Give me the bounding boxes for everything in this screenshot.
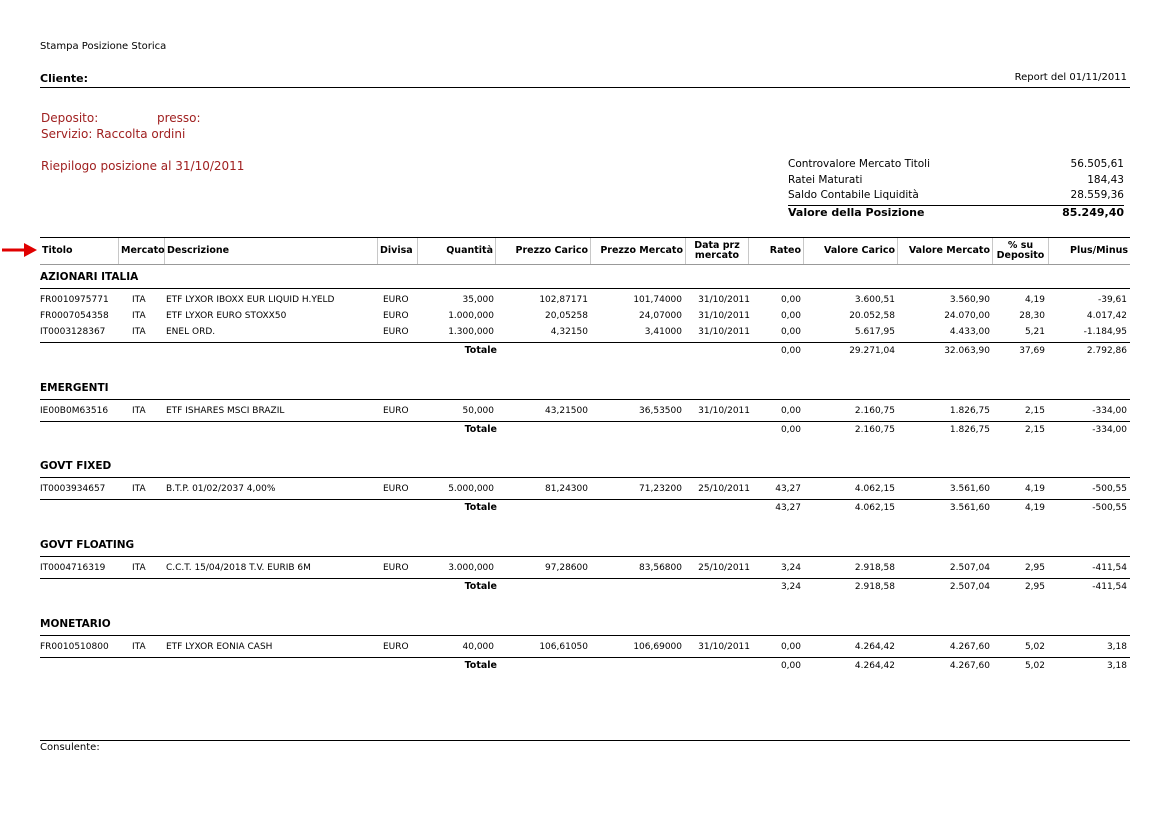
cell-divisa: EURO (383, 406, 409, 416)
total-perc: 2,95 (1024, 582, 1045, 592)
cell-quantita: 5.000,000 (448, 484, 494, 494)
cell-valore-mercato: 3.561,60 (949, 484, 990, 494)
cell-perc: 4,19 (1024, 484, 1045, 494)
cell-valore-mercato: 24.070,00 (944, 311, 990, 321)
cell-perc: 5,21 (1024, 327, 1045, 337)
cell-divisa: EURO (383, 295, 409, 305)
cell-perc: 2,15 (1024, 406, 1045, 416)
presso-label: presso: (157, 111, 201, 125)
section-title: AZIONARI ITALIA (40, 271, 139, 283)
total-divider (40, 578, 1130, 579)
cell-descrizione: ETF LYXOR IBOXX EUR LIQUID H.YELD (166, 295, 335, 305)
cell-valore-carico: 3.600,51 (854, 295, 895, 305)
cell-prezzo-carico: 106,61050 (539, 642, 588, 652)
cell-descrizione: ENEL ORD. (166, 327, 216, 337)
cell-rateo: 0,00 (780, 295, 801, 305)
cell-rateo: 3,24 (780, 563, 801, 573)
total-label: Totale (464, 581, 497, 592)
cell-prezzo-mercato: 101,74000 (633, 295, 682, 305)
cell-data: 31/10/2011 (698, 295, 750, 305)
total-divider (40, 342, 1130, 343)
total-plus: 3,18 (1106, 661, 1127, 671)
total-divider (40, 657, 1130, 658)
cell-prezzo-mercato: 83,56800 (639, 563, 682, 573)
summary-value: 56.505,61 (1070, 158, 1124, 170)
cell-quantita: 40,000 (462, 642, 494, 652)
cell-descrizione: C.C.T. 15/04/2018 T.V. EURIB 6M (166, 563, 311, 573)
total-valore-carico: 4.264,42 (854, 661, 895, 671)
cell-perc: 5,02 (1024, 642, 1045, 652)
total-label: Totale (464, 502, 497, 513)
cell-rateo: 0,00 (780, 642, 801, 652)
cell-perc: 2,95 (1024, 563, 1045, 573)
cell-plus: 4.017,42 (1086, 311, 1127, 321)
cell-mercato: ITA (132, 295, 146, 305)
red-arrow-icon (2, 242, 38, 258)
total-valore-mercato: 2.507,04 (949, 582, 990, 592)
cell-titolo: FR0007054358 (40, 311, 109, 321)
cell-titolo: IE00B0M63516 (40, 406, 109, 416)
summary-row (788, 189, 1124, 205)
summary-label: Saldo Contabile Liquidità (788, 189, 919, 201)
cell-perc: 28,30 (1019, 311, 1045, 321)
cell-mercato: ITA (132, 311, 146, 321)
summary-row (788, 158, 1124, 174)
col-rateo: Rateo (749, 238, 804, 264)
cell-rateo: 0,00 (780, 311, 801, 321)
summary-row (788, 174, 1124, 190)
cell-quantita: 1.300,000 (448, 327, 494, 337)
cell-titolo: IT0003128367 (40, 327, 106, 337)
cell-prezzo-mercato: 24,07000 (639, 311, 682, 321)
cell-data: 25/10/2011 (698, 563, 750, 573)
cell-titolo: IT0004716319 (40, 563, 106, 573)
cliente-label: Cliente: (40, 72, 89, 85)
cell-descrizione: ETF LYXOR EONIA CASH (166, 642, 273, 652)
cell-prezzo-mercato: 71,23200 (639, 484, 682, 494)
cell-data: 31/10/2011 (698, 406, 750, 416)
riepilogo-heading: Riepilogo posizione al 31/10/2011 (41, 159, 245, 173)
cell-descrizione: ETF LYXOR EURO STOXX50 (166, 311, 287, 321)
cell-valore-carico: 2.160,75 (854, 406, 895, 416)
cell-mercato: ITA (132, 563, 146, 573)
cell-mercato: ITA (132, 642, 146, 652)
total-valore-carico: 4.062,15 (854, 503, 895, 513)
deposito-label: Deposito: (41, 111, 99, 125)
cell-mercato: ITA (132, 406, 146, 416)
summary-total-label: Valore della Posizione (788, 205, 925, 219)
cell-divisa: EURO (383, 484, 409, 494)
total-perc: 4,19 (1024, 503, 1045, 513)
total-valore-mercato: 32.063,90 (944, 346, 990, 356)
table-header (40, 237, 1130, 265)
col-prezzo-mercato: Prezzo Mercato (591, 238, 686, 264)
cell-data: 25/10/2011 (698, 484, 750, 494)
total-valore-mercato: 3.561,60 (949, 503, 990, 513)
col-valore-carico: Valore Carico (804, 238, 898, 264)
cell-data: 31/10/2011 (698, 642, 750, 652)
total-rateo: 0,00 (780, 346, 801, 356)
total-perc: 37,69 (1019, 346, 1045, 356)
position-summary (788, 158, 1124, 223)
cell-prezzo-carico: 43,21500 (545, 406, 588, 416)
section-title: GOVT FIXED (40, 460, 112, 472)
cell-mercato: ITA (132, 484, 146, 494)
col-plus-minus: Plus/Minus (1070, 245, 1128, 257)
cell-plus: 3,18 (1106, 642, 1127, 652)
section-title: MONETARIO (40, 618, 111, 630)
total-rateo: 0,00 (780, 425, 801, 435)
cell-prezzo-carico: 4,32150 (550, 327, 588, 337)
cell-titolo: IT0003934657 (40, 484, 106, 494)
cell-prezzo-mercato: 106,69000 (633, 642, 682, 652)
cell-rateo: 43,27 (775, 484, 801, 494)
summary-label: Ratei Maturati (788, 173, 863, 186)
total-valore-mercato: 4.267,60 (949, 661, 990, 671)
cell-valore-carico: 20.052,58 (849, 311, 895, 321)
cliente-row (40, 71, 1130, 88)
summary-value: 184,43 (1087, 173, 1124, 186)
total-plus: -334,00 (1092, 425, 1127, 435)
total-rateo: 3,24 (780, 582, 801, 592)
cell-divisa: EURO (383, 563, 409, 573)
total-plus: -500,55 (1092, 503, 1127, 513)
cell-divisa: EURO (383, 642, 409, 652)
cell-valore-mercato: 1.826,75 (949, 406, 990, 416)
total-divider (40, 421, 1130, 422)
cell-descrizione: ETF ISHARES MSCI BRAZIL (166, 406, 285, 416)
footer-divider (40, 740, 1130, 741)
total-valore-carico: 29.271,04 (849, 346, 895, 356)
total-valore-carico: 2.160,75 (854, 425, 895, 435)
cell-valore-carico: 2.918,58 (854, 563, 895, 573)
cell-valore-mercato: 3.560,90 (949, 295, 990, 305)
cell-descrizione: B.T.P. 01/02/2037 4,00% (166, 484, 276, 494)
cell-prezzo-carico: 97,28600 (545, 563, 588, 573)
cell-quantita: 35,000 (462, 295, 494, 305)
total-rateo: 43,27 (775, 503, 801, 513)
total-valore-carico: 2.918,58 (854, 582, 895, 592)
cell-divisa: EURO (383, 311, 409, 321)
cell-prezzo-carico: 102,87171 (539, 295, 588, 305)
cell-valore-mercato: 4.267,60 (949, 642, 990, 652)
section-title: EMERGENTI (40, 382, 109, 394)
cell-mercato: ITA (132, 327, 146, 337)
total-perc: 2,15 (1024, 425, 1045, 435)
cell-valore-mercato: 2.507,04 (949, 563, 990, 573)
total-label: Totale (464, 660, 497, 671)
col-perc-deposito: % su Deposito (993, 238, 1049, 264)
cell-prezzo-mercato: 36,53500 (639, 406, 682, 416)
cell-titolo: FR0010975771 (40, 295, 109, 305)
cell-plus: -39,61 (1097, 295, 1127, 305)
col-descrizione: Descrizione (165, 238, 378, 264)
col-prezzo-carico: Prezzo Carico (496, 238, 591, 264)
section-divider (40, 635, 1130, 636)
cell-titolo: FR0010510800 (40, 642, 109, 652)
total-rateo: 0,00 (780, 661, 801, 671)
summary-label: Controvalore Mercato Titoli (788, 158, 930, 170)
cell-quantita: 50,000 (462, 406, 494, 416)
cell-divisa: EURO (383, 327, 409, 337)
total-divider (40, 499, 1130, 500)
cell-valore-carico: 4.264,42 (854, 642, 895, 652)
consulente-label: Consulente: (40, 742, 100, 753)
cell-valore-carico: 5.617,95 (854, 327, 895, 337)
cell-plus: -334,00 (1092, 406, 1127, 416)
cell-quantita: 1.000,000 (448, 311, 494, 321)
cell-data: 31/10/2011 (698, 327, 750, 337)
cell-prezzo-carico: 81,24300 (545, 484, 588, 494)
cell-plus: -411,54 (1092, 563, 1127, 573)
total-label: Totale (464, 424, 497, 435)
cell-valore-mercato: 4.433,00 (949, 327, 990, 337)
cell-plus: -500,55 (1092, 484, 1127, 494)
total-perc: 5,02 (1024, 661, 1045, 671)
section-divider (40, 556, 1130, 557)
col-titolo: Titolo (40, 238, 119, 264)
total-plus: -411,54 (1092, 582, 1127, 592)
cell-quantita: 3.000,000 (448, 563, 494, 573)
section-divider (40, 477, 1130, 478)
cell-perc: 4,19 (1024, 295, 1045, 305)
cell-plus: -1.184,95 (1083, 327, 1127, 337)
report-date: Report del 01/11/2011 (1014, 72, 1127, 83)
report-title: Stampa Posizione Storica (40, 41, 167, 52)
cell-data: 31/10/2011 (698, 311, 750, 321)
cell-prezzo-carico: 20,05258 (545, 311, 588, 321)
cell-prezzo-mercato: 3,41000 (644, 327, 682, 337)
col-data-prz: Data prz mercato (686, 238, 749, 264)
total-valore-mercato: 1.826,75 (949, 425, 990, 435)
section-divider (40, 399, 1130, 400)
col-valore-mercato: Valore Mercato (898, 238, 993, 264)
col-mercato: Mercato (119, 238, 165, 264)
total-label: Totale (464, 345, 497, 356)
section-divider (40, 288, 1130, 289)
cell-rateo: 0,00 (780, 327, 801, 337)
summary-total-row (788, 205, 1124, 223)
summary-total-value: 85.249,40 (1062, 205, 1124, 219)
col-quantita: Quantità (418, 238, 496, 264)
col-divisa: Divisa (378, 238, 418, 264)
section-title: GOVT FLOATING (40, 539, 135, 551)
summary-value: 28.559,36 (1070, 189, 1124, 201)
servizio-label: Servizio: Raccolta ordini (41, 127, 186, 141)
cell-rateo: 0,00 (780, 406, 801, 416)
cell-valore-carico: 4.062,15 (854, 484, 895, 494)
total-plus: 2.792,86 (1086, 346, 1127, 356)
